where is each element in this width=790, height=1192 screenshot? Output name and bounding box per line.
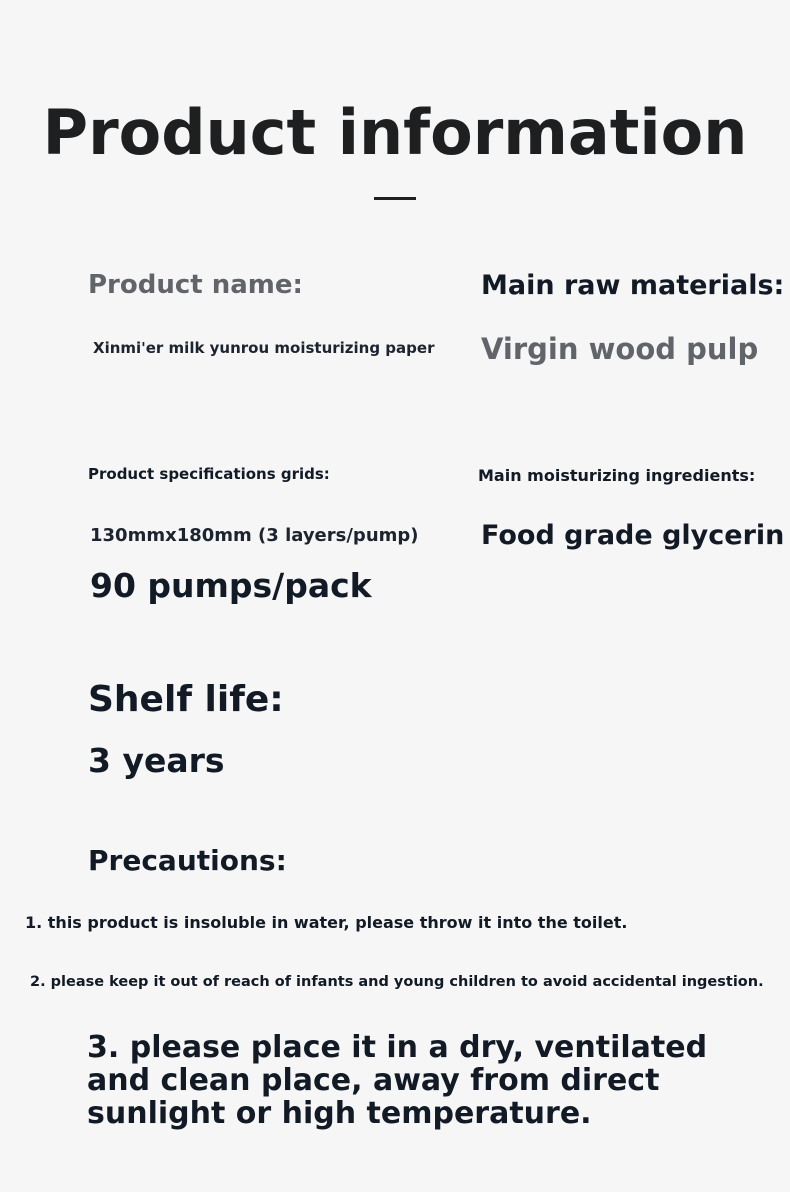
raw-materials-label: Main raw materials: (481, 270, 785, 301)
precaution-item-3-line: and clean place, away from direct (87, 1063, 660, 1098)
precautions-label: Precautions: (88, 844, 287, 877)
precaution-item-1: 1. this product is insoluble in water, please throw it into the toilet. (25, 913, 628, 932)
precaution-item-2: 2. please keep it out of reach of infants and young children to avoid accidental ingestion. (30, 974, 764, 990)
precaution-item-3-line: 3. please place it in a dry, ventilated (87, 1030, 708, 1065)
raw-materials-value: Virgin wood pulp (481, 332, 759, 366)
title-divider (374, 197, 416, 200)
product-name-label: Product name: (88, 270, 303, 300)
precaution-item-3-line: sunlight or high temperature. (87, 1096, 592, 1131)
pack-quantity: 90 pumps/pack (90, 566, 372, 605)
moisturizing-ingredients-value: Food grade glycerin (481, 520, 785, 551)
page-title: Product information (42, 96, 748, 169)
specifications-label: Product specifications grids: (88, 465, 330, 483)
moisturizing-ingredients-label: Main moisturizing ingredients: (478, 466, 756, 485)
specifications-value: 130mmx180mm (3 layers/pump) (90, 525, 419, 546)
precaution-item-3 (87, 1031, 707, 1130)
product-name-value: Xinmi'er milk yunrou moisturizing paper (93, 339, 435, 357)
shelf-life-value: 3 years (88, 741, 225, 780)
shelf-life-label: Shelf life: (88, 679, 284, 720)
